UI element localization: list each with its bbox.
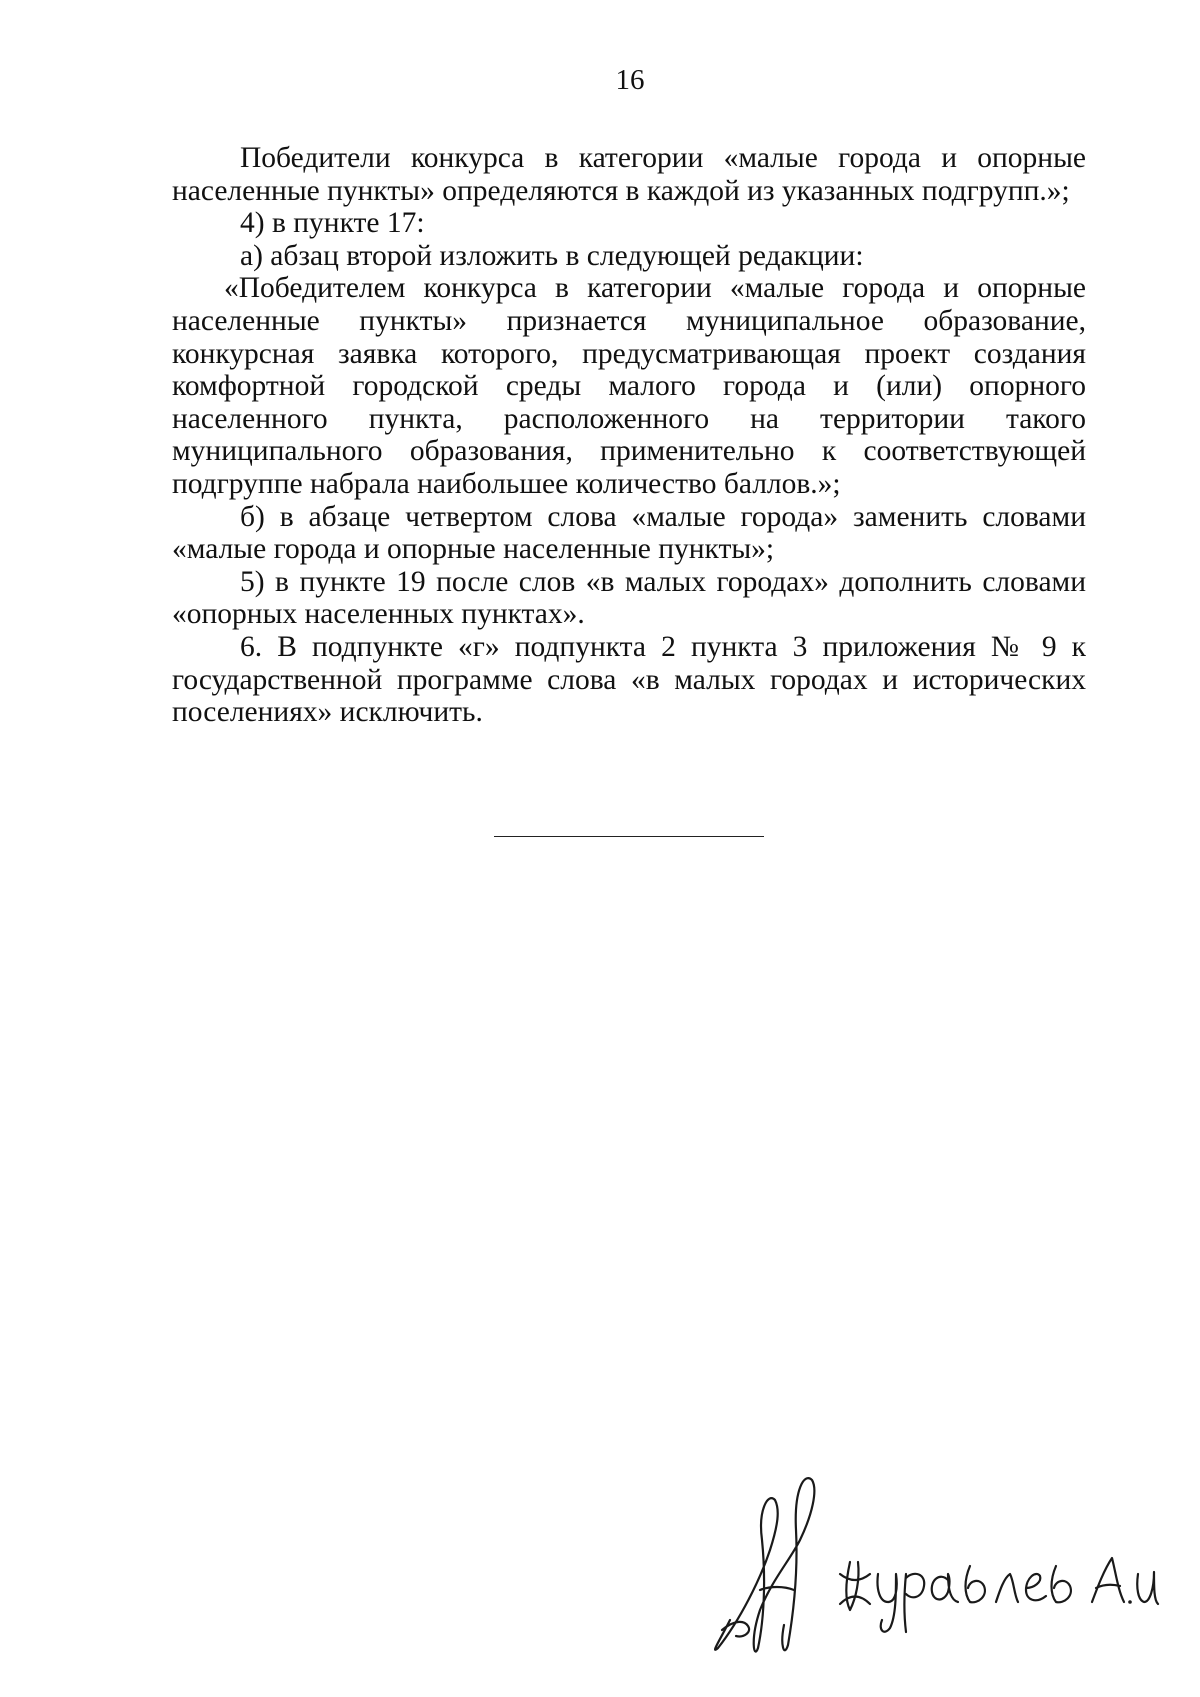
paragraph-6: 5) в пункте 19 после слов «в малых городах» дополнить словами «опорных населенных пунктах». — [172, 565, 1086, 631]
end-divider — [494, 836, 764, 837]
handwritten-signature — [700, 1470, 1160, 1660]
paragraph-7: 6. В подпункте «г» подпункта 2 пункта 3 приложения № 9 к государственной программе слова «в малых городах и исторических поселениях» исключить. — [172, 630, 1086, 729]
page-number: 16 — [615, 64, 645, 96]
paragraph-3: а) абзац второй изложить в следующей редакции: — [240, 239, 864, 272]
paragraph-4: «Победителем конкурса в категории «малые города и опорные населенные пункты» признается муниципальное образование, конкурсная заявка которого, предусматривающая проект создания комфортной городской среды малого города и (или) опорного населенного пункта, расположенного на территории такого муниципального образования, применительно к соответствующей подгруппе набрала наибольшее количество баллов.»; — [172, 272, 1086, 500]
document-body — [172, 142, 1086, 729]
paragraph-5: б) в абзаце четвертом слова «малые города» заменить словами «малые города и опорные населенные пункты»; — [172, 500, 1086, 566]
paragraph-2: 4) в пункте 17: — [240, 207, 425, 240]
paragraph-1: Победители конкурса в категории «малые города и опорные населенные пункты» определяются в каждой из указанных подгрупп.»; — [172, 142, 1086, 207]
